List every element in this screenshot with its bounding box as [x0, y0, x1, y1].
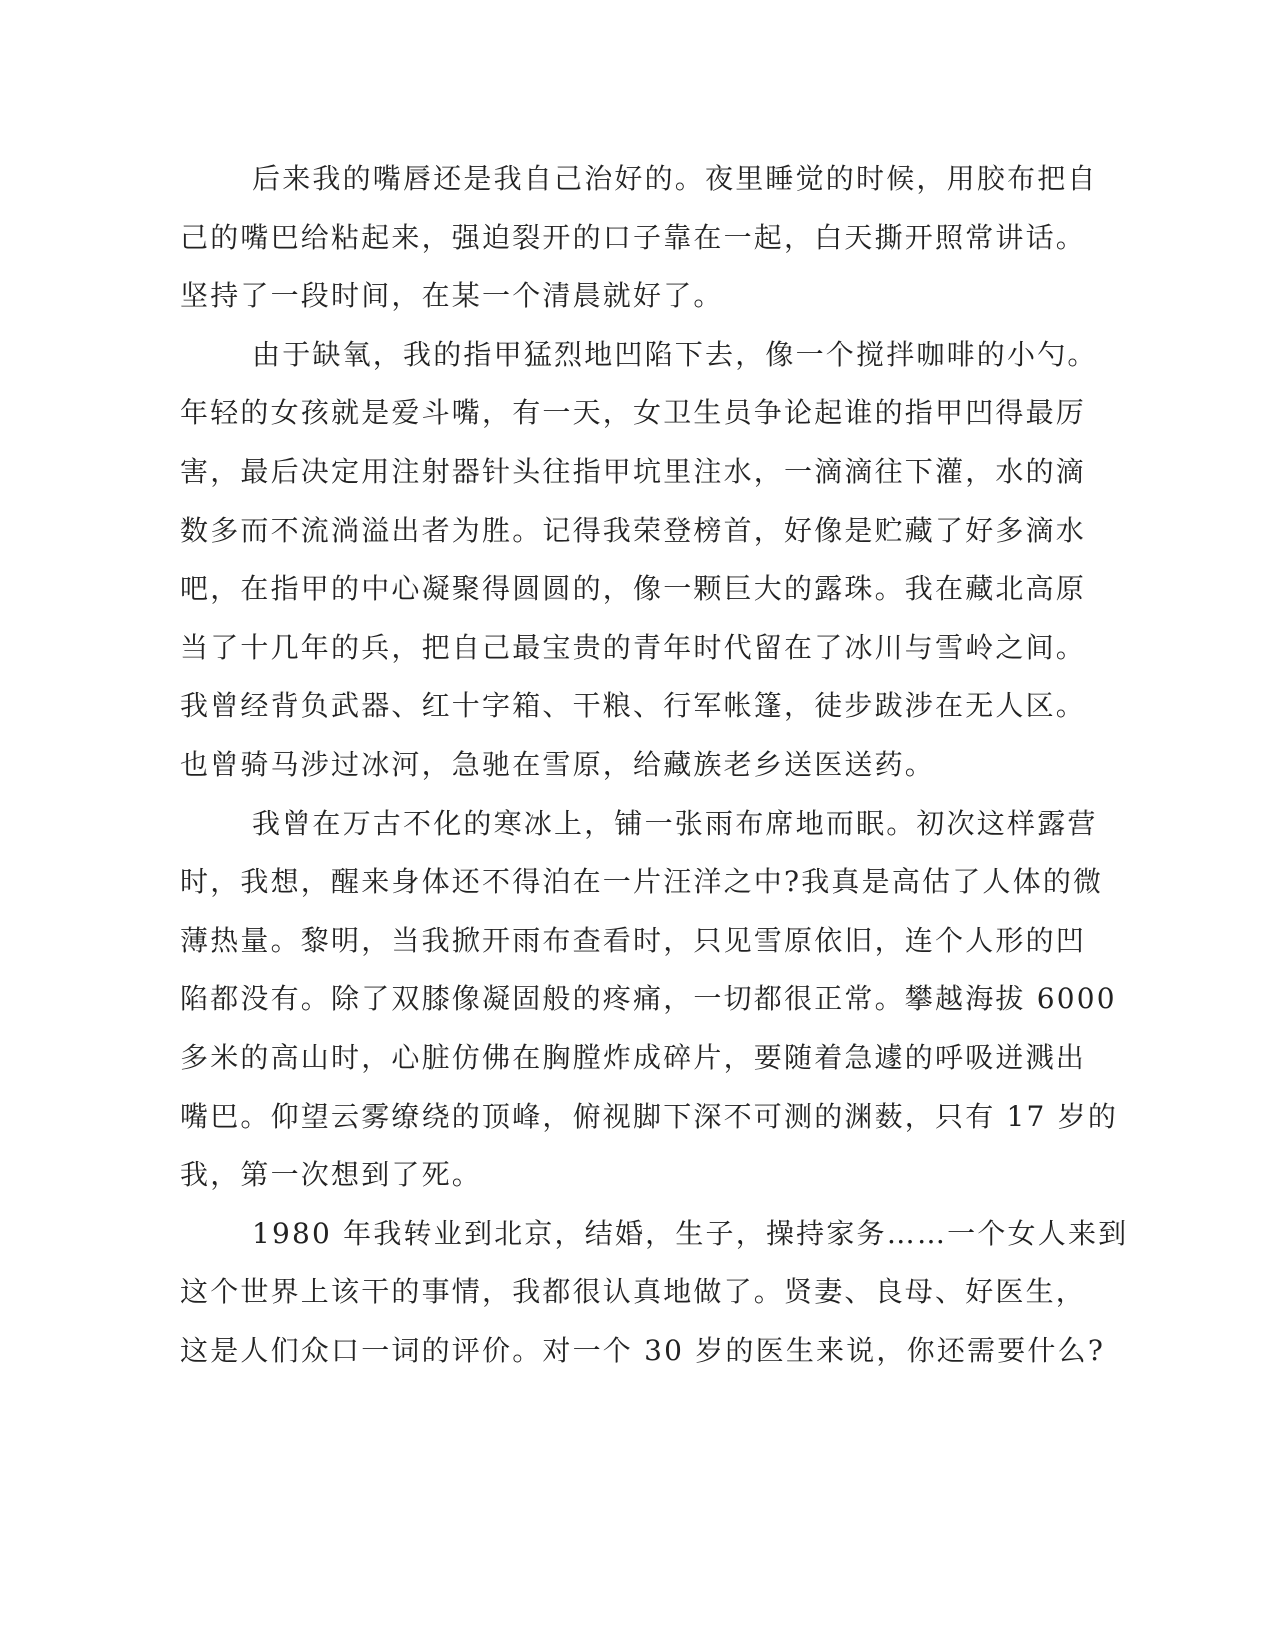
text-line: 也曾骑马涉过冰河，急驰在雪原，给藏族老乡送医送药。	[180, 747, 936, 781]
text-line: 薄热量。黎明，当我掀开雨布查看时，只见雪原依旧，连个人形的凹	[180, 923, 1087, 957]
text-line: 时，我想，醒来身体还不得泊在一片汪洋之中?我真是高估了人体的微	[180, 865, 1104, 899]
text-line: 嘴巴。仰望云雾缭绕的顶峰，俯视脚下深不可测的渊薮，只有 17 岁的	[180, 1099, 1119, 1133]
text-line: 1980 年我转业到北京，结婚，生子，操持家务……一个女人来到	[252, 1216, 1129, 1250]
text-line: 我曾经背负武器、红十字箱、干粮、行军帐篷，徒步跋涉在无人区。	[180, 689, 1087, 723]
text-line: 害，最后决定用注射器针头往指甲坑里注水，一滴滴往下灌，水的滴	[180, 454, 1087, 488]
text-line: 己的嘴巴给粘起来，强迫裂开的口子靠在一起，白天撕开照常讲话。	[180, 220, 1087, 254]
body-text	[180, 150, 1129, 1380]
text-line: 我，第一次想到了死。	[180, 1158, 483, 1192]
text-line: 年轻的女孩就是爱斗嘴，有一天，女卫生员争论起谁的指甲凹得最厉	[180, 396, 1087, 430]
paragraph-3	[180, 795, 1119, 1205]
paragraph-2	[180, 326, 1098, 795]
text-line: 这个世界上该干的事情，我都很认真地做了。贤妻、良母、好医生，	[180, 1275, 1087, 1309]
text-line: 多米的高山时，心脏仿佛在胸膛炸成碎片，要随着急遽的呼吸迸溅出	[180, 1040, 1087, 1074]
text-line: 陷都没有。除了双膝像凝固般的疼痛，一切都很正常。攀越海拔 6000	[180, 982, 1117, 1016]
text-line: 后来我的嘴唇还是我自己治好的。夜里睡觉的时候，用胶布把自	[252, 162, 1098, 195]
text-line: 吧，在指甲的中心凝聚得圆圆的，像一颗巨大的露珠。我在藏北高原	[180, 572, 1087, 606]
text-line: 坚持了一段时间，在某一个清晨就好了。	[180, 279, 724, 313]
text-line: 当了十几年的兵，把自己最宝贵的青年时代留在了冰川与雪岭之间。	[180, 630, 1087, 664]
text-line: 我曾在万古不化的寒冰上，铺一张雨布席地而眠。初次这样露营	[252, 806, 1098, 840]
paragraph-4	[180, 1205, 1129, 1381]
paragraph-1	[180, 150, 1098, 326]
text-line: 由于缺氧，我的指甲猛烈地凹陷下去，像一个搅拌咖啡的小勺。	[252, 337, 1098, 371]
text-line: 这是人们众口一词的评价。对一个 30 岁的医生来说，你还需要什么?	[180, 1333, 1106, 1367]
text-line: 数多而不流淌溢出者为胜。记得我荣登榜首，好像是贮藏了好多滴水	[180, 513, 1087, 547]
